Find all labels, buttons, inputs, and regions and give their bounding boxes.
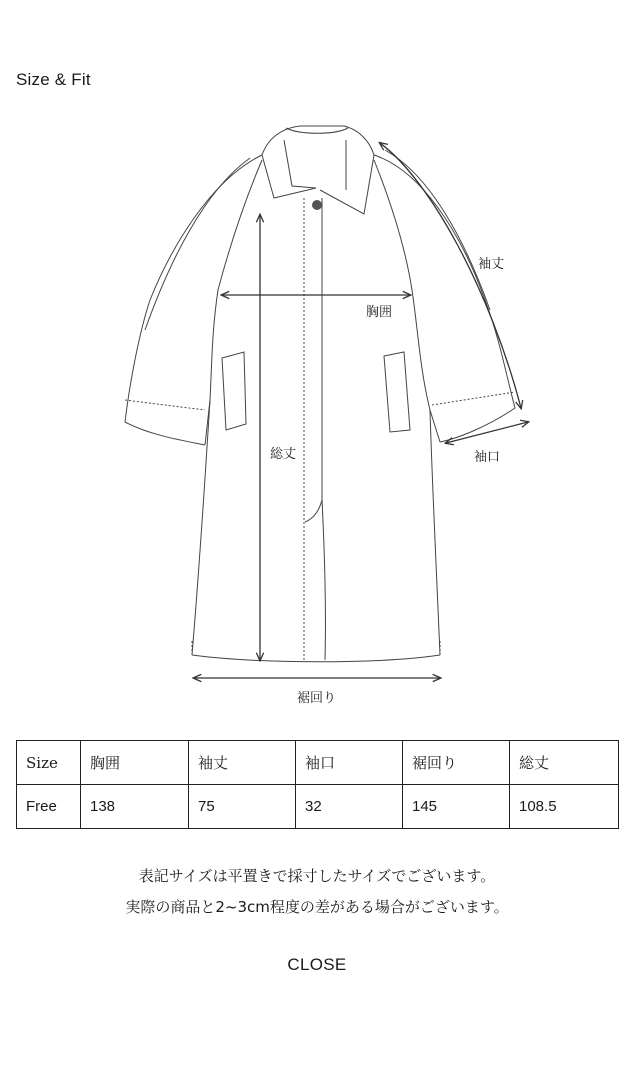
table-row: [17, 785, 619, 829]
table-cell: 32: [296, 785, 403, 829]
header-cell: 総丈: [510, 741, 619, 785]
sleeve-length-arrow: [380, 143, 521, 408]
header-cell: 胸囲: [81, 741, 189, 785]
coat-diagram: [0, 110, 634, 720]
close-button[interactable]: CLOSE: [287, 955, 347, 974]
note-line-1: 表記サイズは平置きで採寸したサイズでございます。: [138, 867, 496, 885]
measure-arrows: [194, 143, 528, 678]
table-cell: 145: [403, 785, 510, 829]
label-chest: 胸囲: [366, 305, 393, 320]
label-hem: 裾回り: [297, 691, 337, 706]
header-cell: 裾回り: [403, 741, 510, 785]
note-line-2: 実際の商品と2~3cm程度の差がある場合がございます。: [125, 898, 509, 916]
header-cell: Size: [17, 741, 81, 785]
label-sleeve-length: 袖丈: [478, 257, 505, 272]
page-title: Size & Fit: [16, 70, 91, 89]
label-cuff: 袖口: [474, 450, 501, 465]
table-header-row: [17, 741, 619, 785]
header-cell: 袖口: [296, 741, 403, 785]
button-icon: [312, 200, 322, 210]
label-total-length: 総丈: [270, 447, 297, 462]
table-cell: Free: [17, 785, 81, 829]
size-table: [16, 740, 619, 829]
cuff-arrow: [446, 422, 528, 443]
header-cell: 袖丈: [189, 741, 296, 785]
table-cell: 75: [189, 785, 296, 829]
table-cell: 138: [81, 785, 189, 829]
table-cell: 108.5: [510, 785, 619, 829]
